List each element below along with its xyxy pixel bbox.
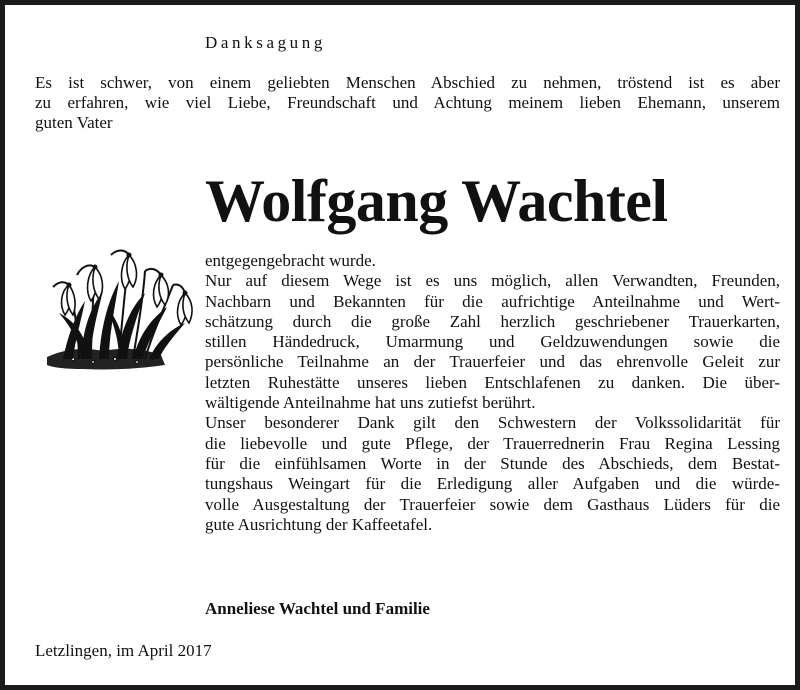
intro-line: zu erfahren, wie viel Liebe, Freundschaft und Achtung meinem lieben Ehemann, unserem <box>35 93 780 112</box>
body-line: Nachbarn und Bekannten für die aufrichtige Anteilnahme und Wert- <box>205 291 780 311</box>
body-line: wältigende Anteilnahme hat uns zutiefst berührt. <box>205 393 536 413</box>
body-line: tungshaus Weingart für die Erledigung aller Aufgaben und die würde- <box>205 474 780 494</box>
intro-line: Es ist schwer, von einem geliebten Menschen Abschied zu nehmen, tröstend ist es aber <box>35 73 780 92</box>
body-line: Nur auf diesem Wege ist es uns möglich, allen Verwandten, Freunden, <box>205 271 780 291</box>
body-line: letzten Ruhestätte unseres lieben Entschlafenen zu danken. Die über- <box>205 372 780 392</box>
place-and-date: Letzlingen, im April 2017 <box>35 641 212 660</box>
notice-heading: Danksagung <box>205 33 326 52</box>
body-line: gute Ausrichtung der Kaffeetafel. <box>205 514 433 534</box>
body-line: schätzung durch die große Zahl herzlich geschriebener Trauerkarten, <box>205 311 780 331</box>
signature: Anneliese Wachtel und Familie <box>205 599 430 618</box>
thanks-paragraph <box>205 251 780 535</box>
body-line: entgegengebracht wurde. <box>205 251 376 270</box>
body-line: die liebevolle und gute Pflege, der Trauerrednerin Frau Regina Lessing <box>205 433 780 453</box>
deceased-name: Wolfgang Wachtel <box>205 168 668 234</box>
body-line: stillen Händedruck, Umarmung und Geldzuwendungen sowie die <box>205 332 780 352</box>
body-line: Unser besonderer Dank gilt den Schwestern der Volkssolidarität für <box>205 413 780 433</box>
snowdrop-flowers-illustration <box>33 241 195 373</box>
body-line: persönliche Teilnahme an der Trauerfeier und das ehrenvolle Geleit zur <box>205 352 780 372</box>
body-line: für die einfühlsamen Worte in der Stunde des Abschieds, dem Bestat- <box>205 453 780 473</box>
body-line: volle Ausgestaltung der Trauerfeier sowie dem Gasthaus Lüders für die <box>205 494 780 514</box>
intro-paragraph <box>35 73 780 133</box>
intro-line: guten Vater <box>35 113 113 132</box>
